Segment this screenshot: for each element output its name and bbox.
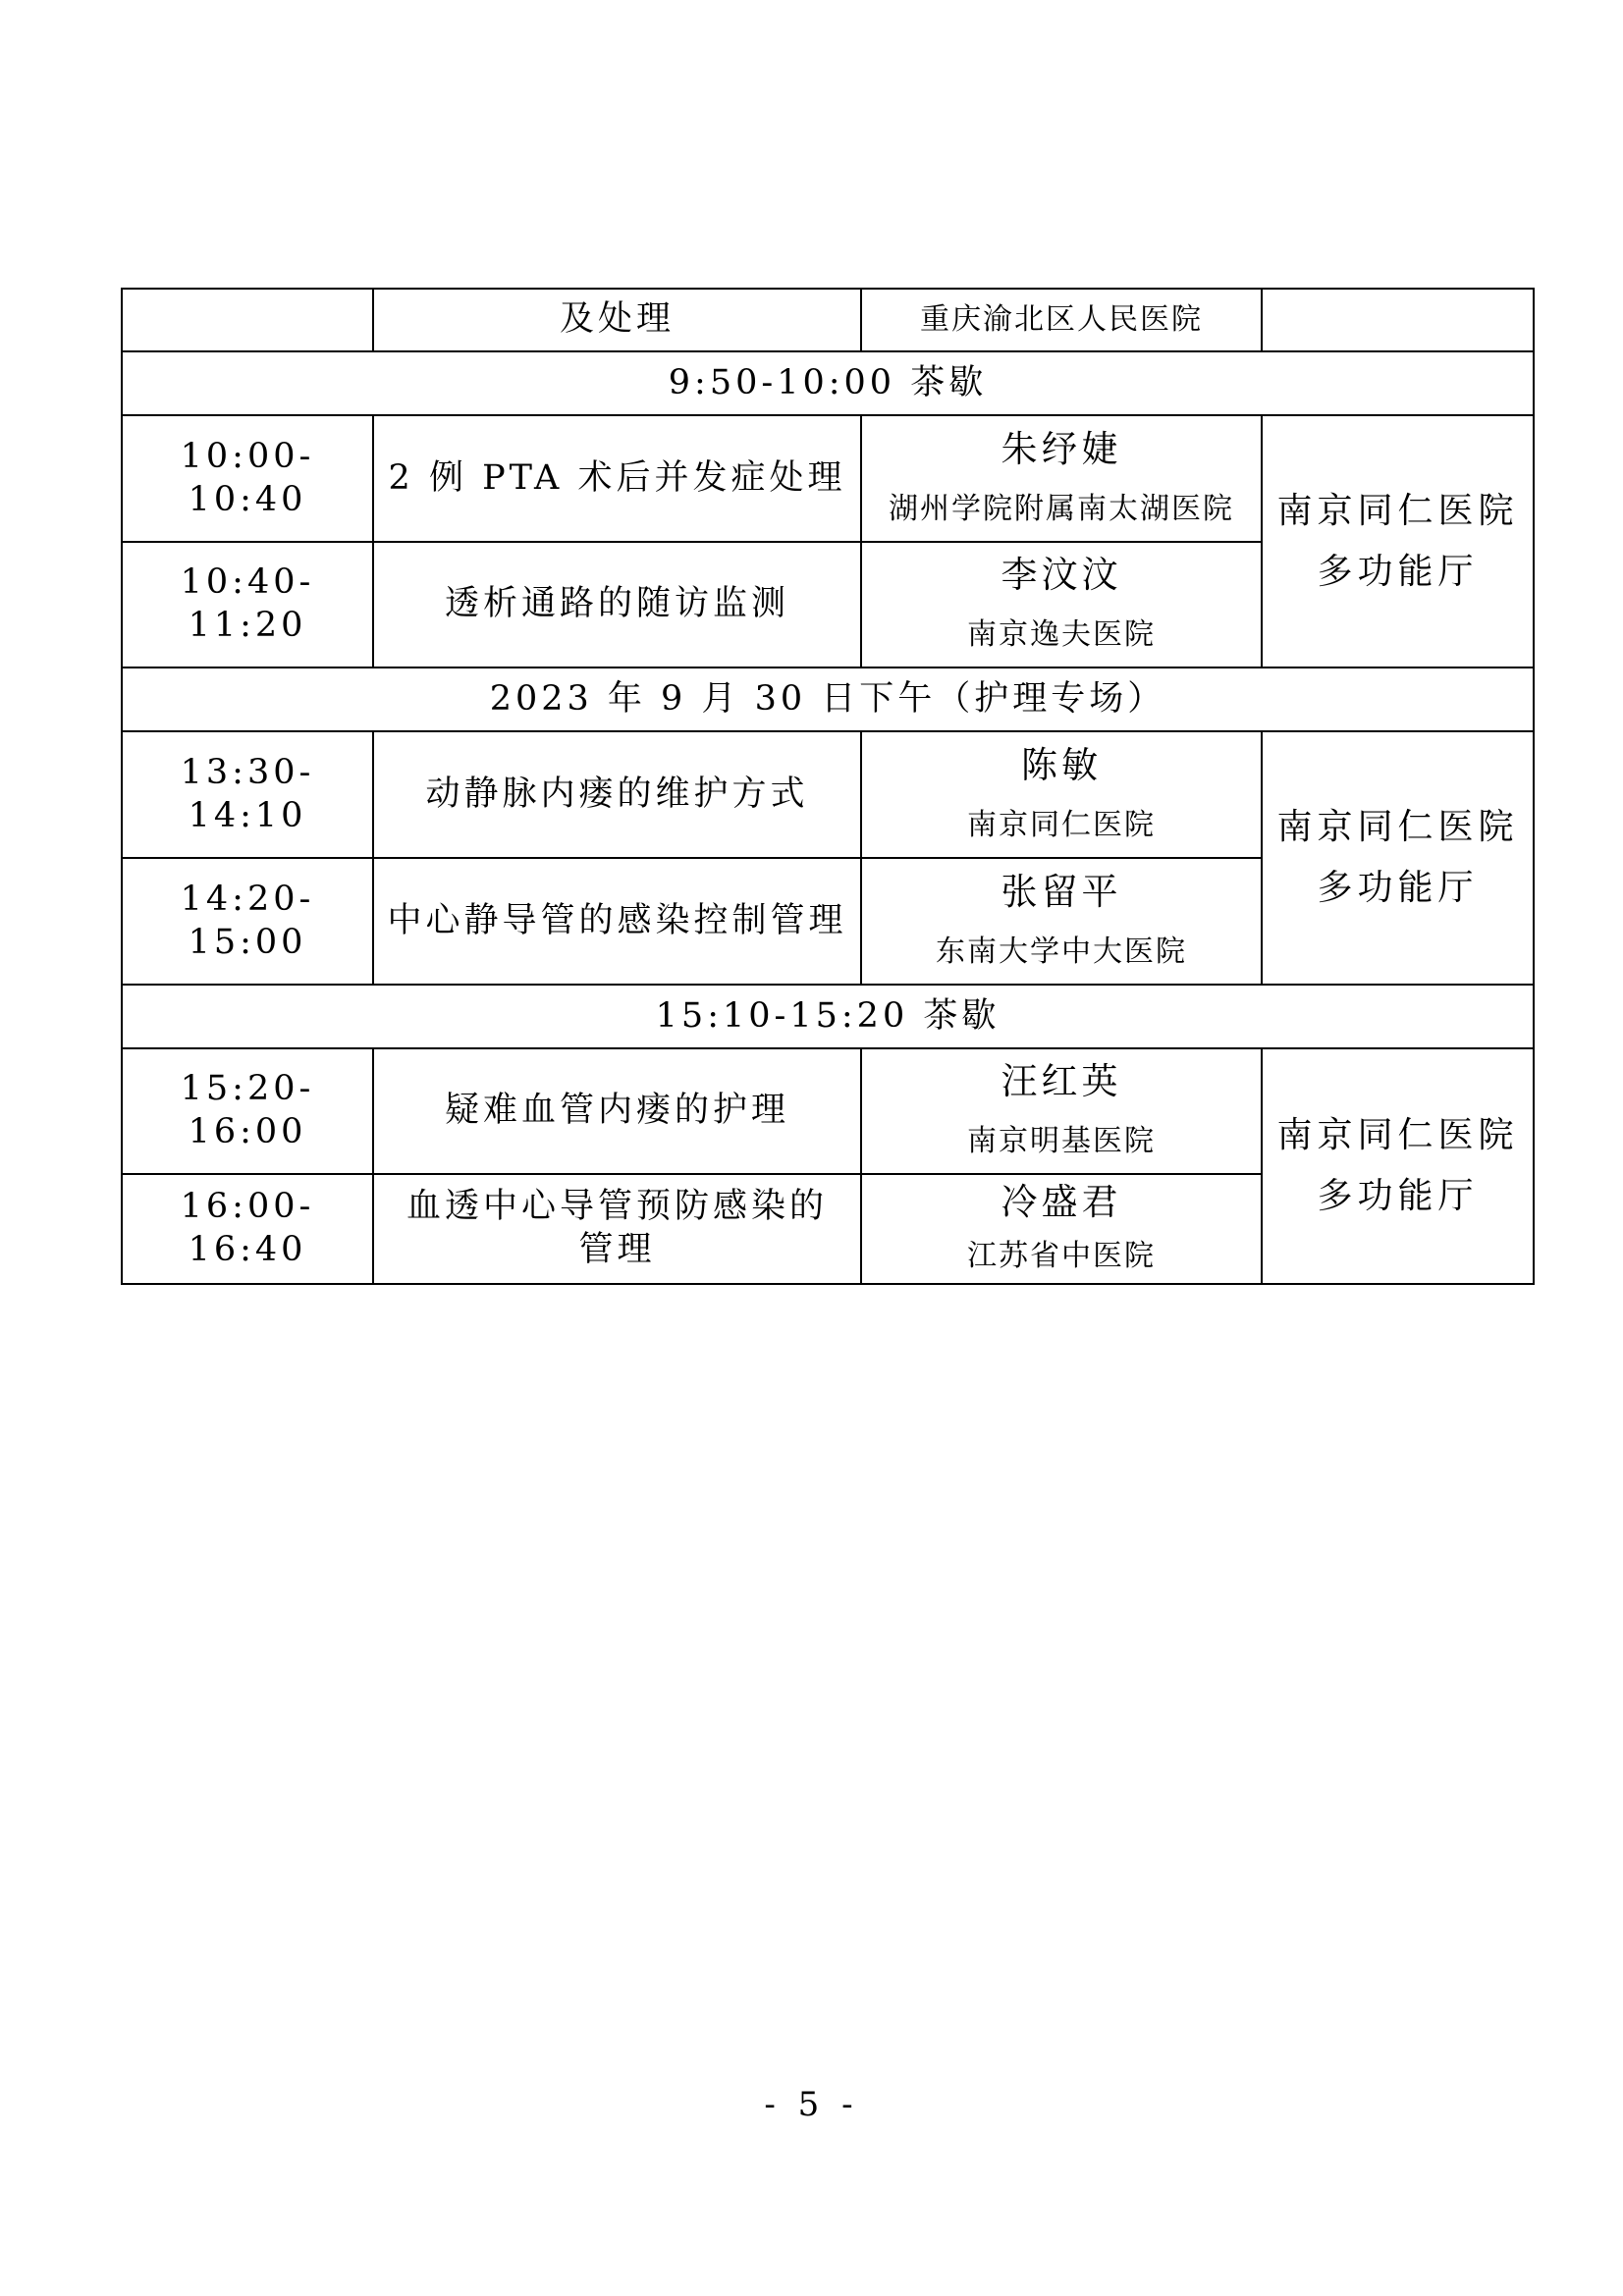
venue-room: 多功能厅 <box>1317 551 1479 592</box>
venue-name: 南京同仁医院 <box>1276 807 1519 847</box>
tea-break-cell: 9:50-10:00 茶歇 <box>122 351 1534 415</box>
topic-line: 血透中心导管预防感染的 <box>406 1187 828 1227</box>
venue-cell <box>1262 1048 1534 1284</box>
speaker-name: 李汶汶 <box>1001 554 1122 596</box>
speaker-cell <box>861 542 1262 667</box>
time-cell: 10:40-11:20 <box>122 542 373 667</box>
speaker-name: 朱纾婕 <box>1001 427 1122 470</box>
topic-line: 管理 <box>578 1230 656 1269</box>
tea-break-cell: 15:10-15:20 茶歇 <box>122 985 1534 1048</box>
time-cell: 14:20-15:00 <box>122 858 373 985</box>
speaker-cell <box>861 1174 1262 1284</box>
hospital-name: 重庆渝北区人民医院 <box>920 302 1203 337</box>
venue-room: 多功能厅 <box>1317 868 1479 908</box>
topic-cell: 透析通路的随访监测 <box>373 542 861 667</box>
time-cell <box>122 289 373 351</box>
page-number: - 5 - <box>764 2085 859 2124</box>
speaker-name: 冷盛君 <box>1001 1181 1122 1223</box>
time-cell: 10:00-10:40 <box>122 415 373 542</box>
speaker-hospital: 湖州学院附属南太湖医院 <box>889 491 1234 526</box>
topic-cell <box>373 1174 861 1284</box>
session-header-cell: 2023 年 9 月 30 日下午（护理专场） <box>122 667 1534 731</box>
speaker-cell <box>861 731 1262 858</box>
speaker-hospital: 南京明基医院 <box>967 1124 1156 1158</box>
schedule-table <box>121 288 1535 1285</box>
speaker-cell <box>861 1048 1262 1174</box>
table-row-continuation <box>122 289 1534 351</box>
topic-cell: 疑难血管内瘘的护理 <box>373 1048 861 1174</box>
hospital-cell <box>861 289 1262 351</box>
table-row <box>122 1048 1534 1174</box>
speaker-hospital: 南京逸夫医院 <box>967 617 1156 652</box>
speaker-cell <box>861 415 1262 542</box>
time-cell: 13:30-14:10 <box>122 731 373 858</box>
venue-cell <box>1262 289 1534 351</box>
speaker-hospital: 东南大学中大医院 <box>936 934 1187 969</box>
speaker-name: 汪红英 <box>1001 1060 1122 1102</box>
venue-room: 多功能厅 <box>1317 1176 1479 1216</box>
table-row <box>122 415 1534 542</box>
time-cell: 15:20-16:00 <box>122 1048 373 1174</box>
speaker-cell <box>861 858 1262 985</box>
speaker-name: 陈敏 <box>1021 743 1102 786</box>
topic-cell: 2 例 PTA 术后并发症处理 <box>373 415 861 542</box>
topic-cell: 及处理 <box>373 289 861 351</box>
topic-cell: 中心静导管的感染控制管理 <box>373 858 861 985</box>
table-row-break <box>122 351 1534 415</box>
table-row <box>122 731 1534 858</box>
venue-cell <box>1262 415 1534 667</box>
venue-name: 南京同仁医院 <box>1276 1115 1519 1155</box>
topic-cell: 动静脉内瘘的维护方式 <box>373 731 861 858</box>
speaker-hospital: 江苏省中医院 <box>967 1239 1156 1273</box>
venue-name: 南京同仁医院 <box>1276 490 1519 531</box>
time-cell: 16:00-16:40 <box>122 1174 373 1284</box>
table-row-break <box>122 985 1534 1048</box>
speaker-name: 张留平 <box>1001 870 1122 913</box>
speaker-hospital: 南京同仁医院 <box>967 807 1156 842</box>
table-row-session-header <box>122 667 1534 731</box>
venue-cell <box>1262 731 1534 985</box>
